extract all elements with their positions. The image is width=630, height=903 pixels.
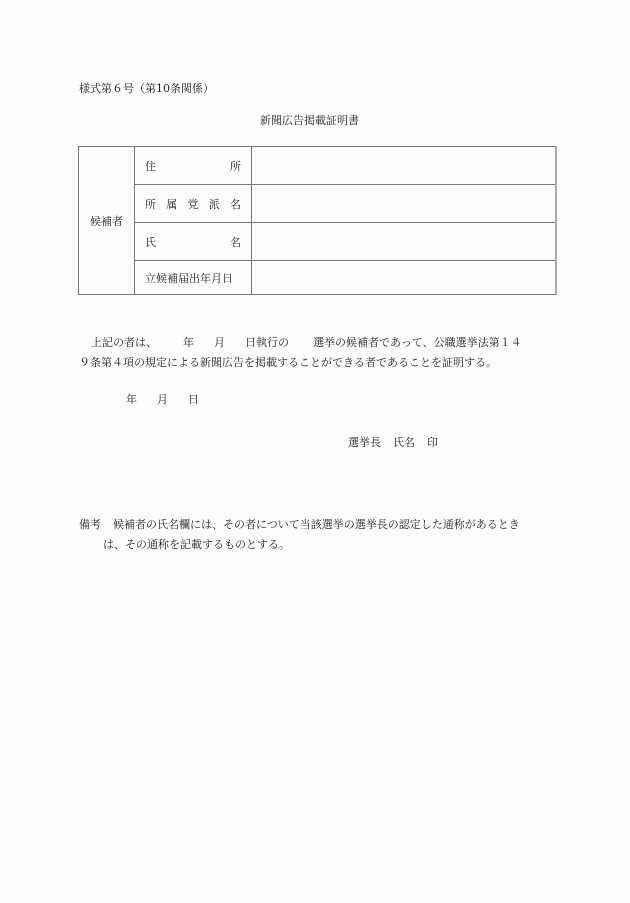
name-label	[135, 223, 252, 261]
seal-mark: 印	[427, 436, 438, 449]
issue-date	[126, 391, 199, 407]
issue-date-year: 年	[126, 393, 137, 406]
party-label	[135, 185, 252, 223]
certification-text	[79, 333, 559, 373]
name-label-left: 氏	[145, 235, 156, 249]
table-row-party	[79, 185, 557, 223]
table-row-address	[79, 147, 557, 185]
remarks-line-1: 備考 候補者の氏名欄には、その者について当該選挙の選挙長の認定した通称があるとき	[79, 518, 520, 531]
name-label-right: 名	[230, 235, 241, 249]
document-title: 新聞広告掲載証明書	[260, 114, 359, 127]
form-number: 様式第６号（第10条関係）	[79, 82, 214, 95]
address-label-left: 住	[145, 159, 156, 173]
party-label-char: 属	[166, 197, 178, 211]
party-label-char: 名	[230, 197, 241, 211]
party-label-char: 所	[145, 197, 156, 211]
table-row-filing-date	[79, 261, 557, 295]
address-label-right: 所	[230, 159, 241, 173]
candidate-group-label: 候補者	[79, 147, 135, 295]
signature-name-label: 氏名	[393, 436, 415, 449]
signature-block	[348, 434, 438, 450]
certification-line-1: 上記の者は、 年 月 日執行の 選挙の候補者であって、公職選挙法第１４	[91, 336, 522, 349]
name-field[interactable]	[252, 223, 557, 261]
signature-role: 選挙長	[348, 436, 381, 449]
issue-date-day: 日	[188, 393, 199, 406]
filing-date-label: 立候補届出年月日	[135, 261, 252, 295]
issue-date-month: 月	[157, 393, 168, 406]
remarks-line-2: は、その通称を記載するものとする。	[103, 538, 290, 551]
address-label	[135, 147, 252, 185]
certification-line-2: ９条第４項の規定による新聞広告を掲載することができる者であることを証明する。	[79, 356, 497, 369]
table-row-name	[79, 223, 557, 261]
party-field[interactable]	[252, 185, 557, 223]
remarks-label: 備考	[79, 518, 101, 531]
remarks	[79, 515, 520, 555]
filing-date-field[interactable]	[252, 261, 557, 295]
party-label-char: 党	[187, 197, 199, 211]
party-label-char: 派	[208, 197, 220, 211]
address-field[interactable]	[252, 147, 557, 185]
candidate-table	[78, 146, 557, 295]
